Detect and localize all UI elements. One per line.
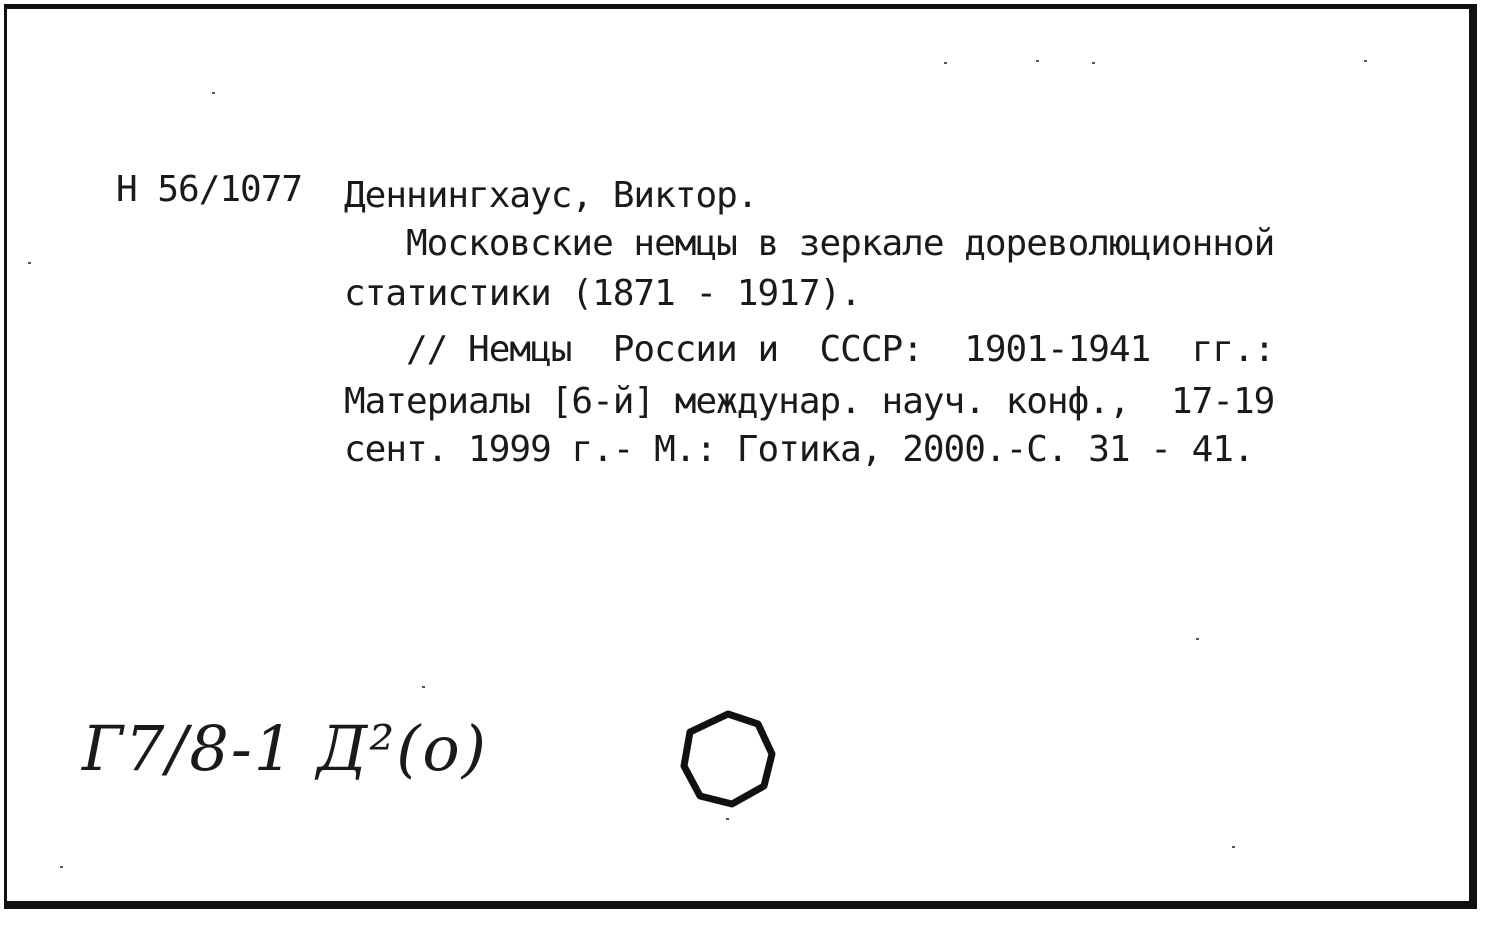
source-line: сент. 1999 г.- М.: Готика, 2000.-С. 31 - 41.	[344, 429, 1254, 470]
scan-speck	[1196, 638, 1199, 640]
source-line: // Немцы России и СССР: 1901-1941 гг.:	[406, 329, 1275, 370]
title-line: Московские немцы в зеркале дореволюционной	[406, 223, 1275, 264]
circle-mark-icon	[676, 706, 780, 810]
scan-speck	[944, 62, 947, 64]
scan-speck	[1092, 62, 1095, 64]
source-line: Материалы [6-й] междунар. науч. конф., 17-19	[344, 381, 1275, 422]
scan-speck	[726, 818, 729, 820]
author-line: Деннингхаус, Виктор.	[344, 175, 758, 216]
scan-speck	[212, 92, 215, 94]
call-number: Н 56/1077	[116, 169, 303, 210]
handwritten-classification-mark: Г7/8-1 Д²(о)	[82, 712, 488, 785]
scan-speck	[1036, 60, 1039, 62]
scan-speck	[1364, 60, 1367, 62]
title-line: статистики (1871 - 1917).	[344, 273, 861, 314]
scan-speck	[422, 686, 425, 688]
scan-speck	[28, 262, 31, 264]
scan-speck	[1232, 846, 1235, 848]
scan-speck	[60, 866, 63, 868]
